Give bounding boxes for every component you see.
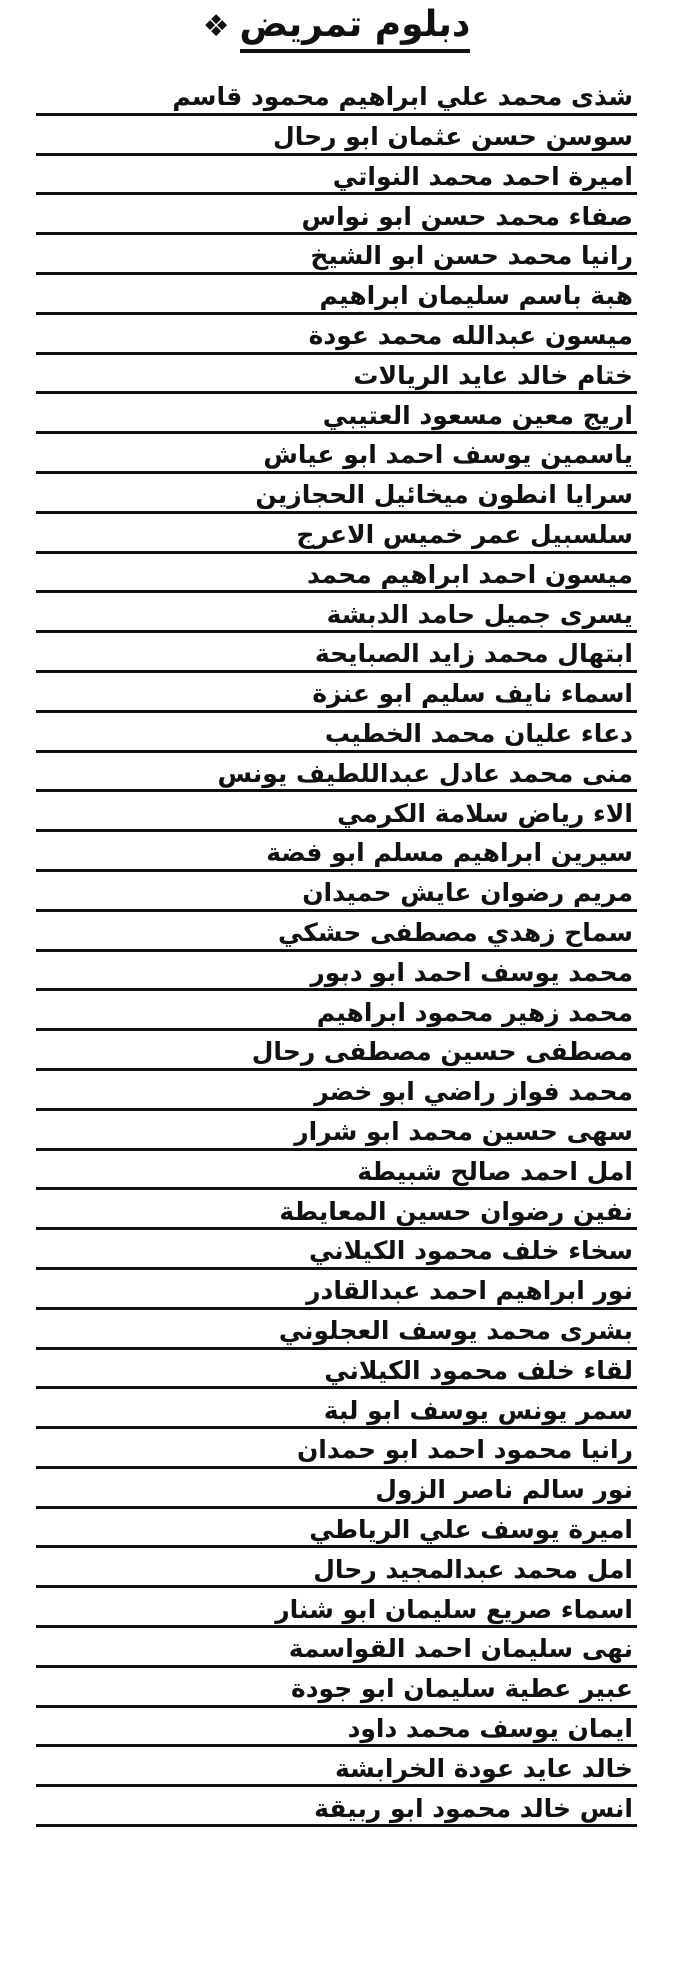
list-item: مريم رضوان عايش حميدان bbox=[36, 872, 637, 912]
list-item: ميسون احمد ابراهيم محمد bbox=[36, 554, 637, 594]
list-item: صفاء محمد حسن ابو نواس bbox=[36, 195, 637, 235]
list-item: ياسمين يوسف احمد ابو عياش bbox=[36, 434, 637, 474]
list-item: امل احمد صالح شبيطة bbox=[36, 1151, 637, 1191]
list-item: سخاء خلف محمود الكيلاني bbox=[36, 1230, 637, 1270]
list-item: محمد زهير محمود ابراهيم bbox=[36, 991, 637, 1031]
list-item: امل محمد عبدالمجيد رحال bbox=[36, 1548, 637, 1588]
list-item: اسماء صريع سليمان ابو شنار bbox=[36, 1588, 637, 1628]
list-item: منى محمد عادل عبداللطيف يونس bbox=[36, 753, 637, 793]
list-item: يسرى جميل حامد الدبشة bbox=[36, 593, 637, 633]
section-header bbox=[36, 0, 637, 58]
list-item: اميرة يوسف علي الرياطي bbox=[36, 1509, 637, 1549]
list-item: رانيا محمود احمد ابو حمدان bbox=[36, 1429, 637, 1469]
list-item: اسماء نايف سليم ابو عنزة bbox=[36, 673, 637, 713]
list-item: اميرة احمد محمد النواتي bbox=[36, 156, 637, 196]
list-item: نهى سليمان احمد القواسمة bbox=[36, 1628, 637, 1668]
list-item: عبير عطية سليمان ابو جودة bbox=[36, 1668, 637, 1708]
list-item: لقاء خلف محمود الكيلاني bbox=[36, 1350, 637, 1390]
list-item: مصطفى حسين مصطفى رحال bbox=[36, 1031, 637, 1071]
list-item: ايمان يوسف محمد داود bbox=[36, 1708, 637, 1748]
list-item: ختام خالد عايد الريالات bbox=[36, 355, 637, 395]
list-item: دعاء عليان محمد الخطيب bbox=[36, 713, 637, 753]
list-item: سلسبيل عمر خميس الاعرج bbox=[36, 514, 637, 554]
list-item: سيرين ابراهيم مسلم ابو فضة bbox=[36, 832, 637, 872]
list-item: سهى حسين محمد ابو شرار bbox=[36, 1111, 637, 1151]
list-item: سماح زهدي مصطفى حشكي bbox=[36, 912, 637, 952]
list-item: نور ابراهيم احمد عبدالقادر bbox=[36, 1270, 637, 1310]
list-item: سمر يونس يوسف ابو لبة bbox=[36, 1389, 637, 1429]
list-item: نفين رضوان حسين المعايطة bbox=[36, 1190, 637, 1230]
list-item: رانيا محمد حسن ابو الشيخ bbox=[36, 235, 637, 275]
list-item: الاء رياض سلامة الكرمي bbox=[36, 792, 637, 832]
list-item: سوسن حسن عثمان ابو رحال bbox=[36, 116, 637, 156]
list-item: ميسون عبدالله محمد عودة bbox=[36, 315, 637, 355]
list-item: هبة باسم سليمان ابراهيم bbox=[36, 275, 637, 315]
diamond-bullet-icon: ❖ bbox=[202, 9, 230, 44]
list-item: سرايا انطون ميخائيل الحجازين bbox=[36, 474, 637, 514]
list-item: اريج معين مسعود العتيبي bbox=[36, 394, 637, 434]
list-item: محمد يوسف احمد ابو دبور bbox=[36, 952, 637, 992]
list-item: محمد فواز راضي ابو خضر bbox=[36, 1071, 637, 1111]
list-item: بشرى محمد يوسف العجلوني bbox=[36, 1310, 637, 1350]
list-item: خالد عايد عودة الخرابشة bbox=[36, 1747, 637, 1787]
section-title: دبلوم تمريض bbox=[240, 7, 471, 53]
list-item: شذى محمد علي ابراهيم محمود قاسم bbox=[36, 76, 637, 116]
list-item: ابتهال محمد زايد الصبايحة bbox=[36, 633, 637, 673]
list-item: انس خالد محمود ابو ربيقة bbox=[36, 1787, 637, 1827]
names-list bbox=[36, 76, 637, 1827]
list-item: نور سالم ناصر الزول bbox=[36, 1469, 637, 1509]
